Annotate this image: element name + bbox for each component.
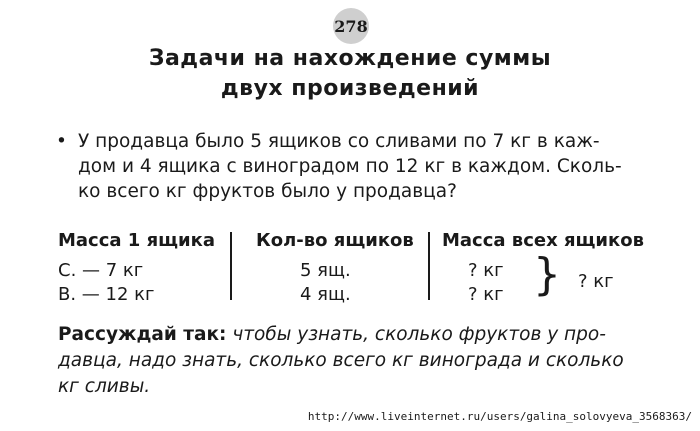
reasoning-line-1-rest: чтобы узнать, сколько фруктов у про-	[226, 324, 606, 345]
header-total-mass: Масса всех ящиков	[442, 230, 644, 251]
problem-line-1-text: У продавца было 5 ящиков со сливами по 7 кг в каж-	[78, 131, 600, 152]
problem-line-3: ко всего кг фруктов было у продавца?	[78, 181, 457, 202]
sum-total: ? кг	[578, 271, 614, 292]
problem-line-1	[56, 129, 678, 154]
row-plums-total: ? кг	[468, 260, 504, 281]
row-grapes-label: В. — 12 кг	[58, 284, 155, 305]
reasoning-text	[58, 322, 678, 400]
title-line-1: Задачи на нахождение суммы	[148, 46, 552, 71]
bullet-icon: •	[56, 131, 67, 152]
column-divider-2	[428, 232, 430, 300]
reasoning-lead: Рассуждай так:	[58, 324, 227, 345]
row-plums-count: 5 ящ.	[300, 260, 351, 281]
row-grapes-count: 4 ящ.	[300, 284, 351, 305]
curly-brace-icon: }	[533, 249, 561, 300]
reasoning-line-3: кг сливы.	[58, 376, 151, 397]
page-number: 278	[334, 16, 368, 36]
data-table	[58, 228, 658, 304]
problem-line-2: дом и 4 ящика с виноградом по 12 кг в каждом. Сколь-	[78, 156, 622, 177]
reasoning-line-1	[58, 322, 678, 348]
row-plums-label: С. — 7 кг	[58, 260, 144, 281]
header-mass-per-box: Масса 1 ящика	[58, 230, 216, 251]
watermark-url: http://www.liveinternet.ru/users/galina_solovyeva_3568363/	[307, 410, 692, 423]
page-title	[0, 44, 700, 104]
reasoning-line-2: давца, надо знать, сколько всего кг винограда и сколько	[58, 350, 624, 371]
row-grapes-total: ? кг	[468, 284, 504, 305]
title-line-2: двух произведений	[220, 76, 480, 101]
header-box-count: Кол-во ящиков	[256, 230, 414, 251]
page-number-badge	[333, 8, 369, 44]
problem-text	[56, 129, 678, 204]
column-divider-1	[230, 232, 232, 300]
